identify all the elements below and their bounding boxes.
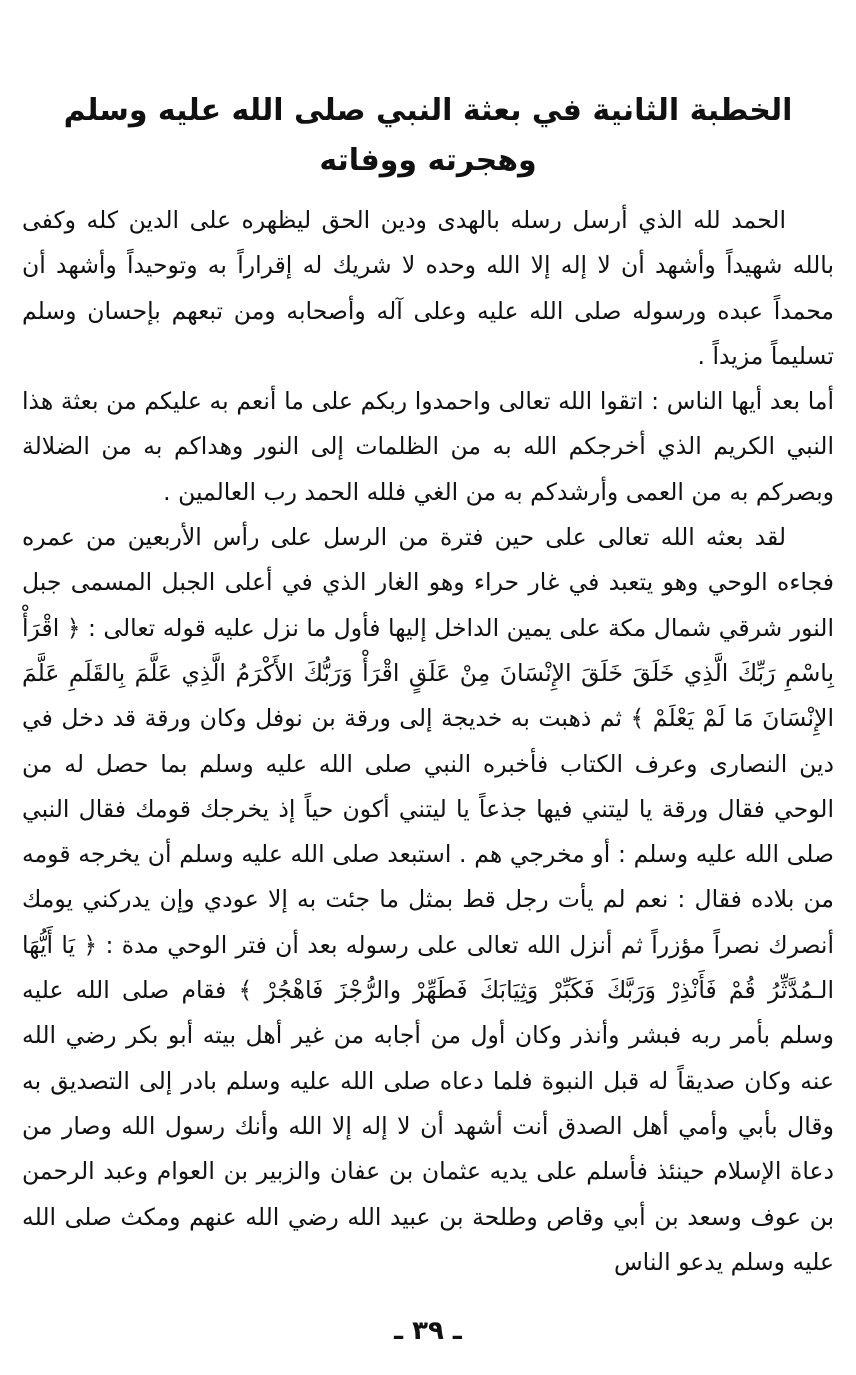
paragraph-prophethood-story: لقد بعثه الله تعالى على حين فترة من الرسل على رأس الأربعين من عمره فجاءه الوحي وهو يتعبد في غار حراء وهو الغار الذي في أعلى الجبل المسمى جبل النور شرقي شمال مكة على يمين الداخل إليها فأول ما نزل عليه قوله تعالى : ﴿ اقْرَأْ بِاسْمِ رَبِّكَ الَّذِي خَلَقَ خَلَقَ الإِنْسَانَ مِنْ عَلَقٍ اقْرَأْ وَرَبُّكَ الأَكْرَمُ الَّذِي عَلَّمَ بِالقَلَمِ عَلَّمَ الإِنْسَانَ مَا لَمْ يَعْلَمْ ﴾ ثم ذهبت به خديجة إلى ورقة بن نوفل وكان ورقة قد دخل في دين النصارى وعرف الكتاب فأخبره النبي صلى الله عليه وسلم بما حصل له من الوحي فقال ورقة يا ليتني فيها جذعاً يا ليتني أكون حياً إذ يخرجك قومك فقال النبي صلى الله عليه وسلم : أو مخرجي هم . استبعد صلى الله عليه وسلم أن يخرجه قومه من بلاده فقال : نعم لم يأت رجل قط بمثل ما جئت به إلا عودي وإن يدركني يومك أنصرك نصراً مؤزراً ثم أنزل الله تعالى على رسوله بعد أن فتر الوحي مدة : ﴿ يَا أَيُّهَا الـمُدَّثِّرُ قُمْ فَأَنْذِرْ وَرَبَّكَ فَكَبِّرْ وَثِيَابَكَ فَطَهِّرْ والرُّجْزَ فَاهْجُرْ ﴾ فقام صلى الله عليه وسلم بأمر ربه فبشر وأنذر وكان أول من أجابه من غير أهل بيته أبو بكر رضي الله عنه وكان صديقاً له قبل النبوة فلما دعاه صلى الله عليه وسلم بادر إلى التصديق به وقال بأبي وأمي أهل الصدق أنت أشهد أن لا إله إلا الله وأنك رسول الله وصار من دعاة الإسلام حينئذ فأسلم على يديه عثمان بن عفان والزبير بن العوام وعبد الرحمن بن عوف وسعد بن أبي وقاص وطلحة بن عبيد الله رضي الله عنهم ومكث صلى الله عليه وسلم يدعو الناس bbox=[22, 523, 834, 1276]
paragraph-address-to-people: أما بعد أيها الناس : اتقوا الله تعالى واحمدوا ربكم على ما أنعم به عليكم من بعثة هذا النبي الكريم الذي أخرجكم الله به من الظلمات إلى النور وهداكم به من الضلالة وبصركم به من العمى وأرشدكم به من الغي فلله الحمد رب العالمين . bbox=[22, 387, 834, 506]
sermon-title-line-2: وهجرته ووفاته bbox=[319, 143, 537, 178]
sermon-body bbox=[22, 198, 834, 1285]
sermon-title-line-1: الخطبة الثانية في بعثة النبي صلى الله عليه وسلم bbox=[63, 93, 793, 128]
paragraph-opening-praise: الحمد لله الذي أرسل رسله بالهدى ودين الحق ليظهره على الدين كله وكفى بالله شهيداً وأشهد أن لا إله إلا الله وحده لا شريك له إقراراً به وتوحيداً وأشهد أن محمداً عبده ورسوله صلى الله عليه وعلى آله وأصحابه ومن تبعهم بإحسان وسلم تسليماً مزيداً . bbox=[22, 206, 834, 370]
page-number: ـ ٣٩ ـ bbox=[394, 1316, 462, 1346]
sermon-title bbox=[22, 86, 834, 186]
